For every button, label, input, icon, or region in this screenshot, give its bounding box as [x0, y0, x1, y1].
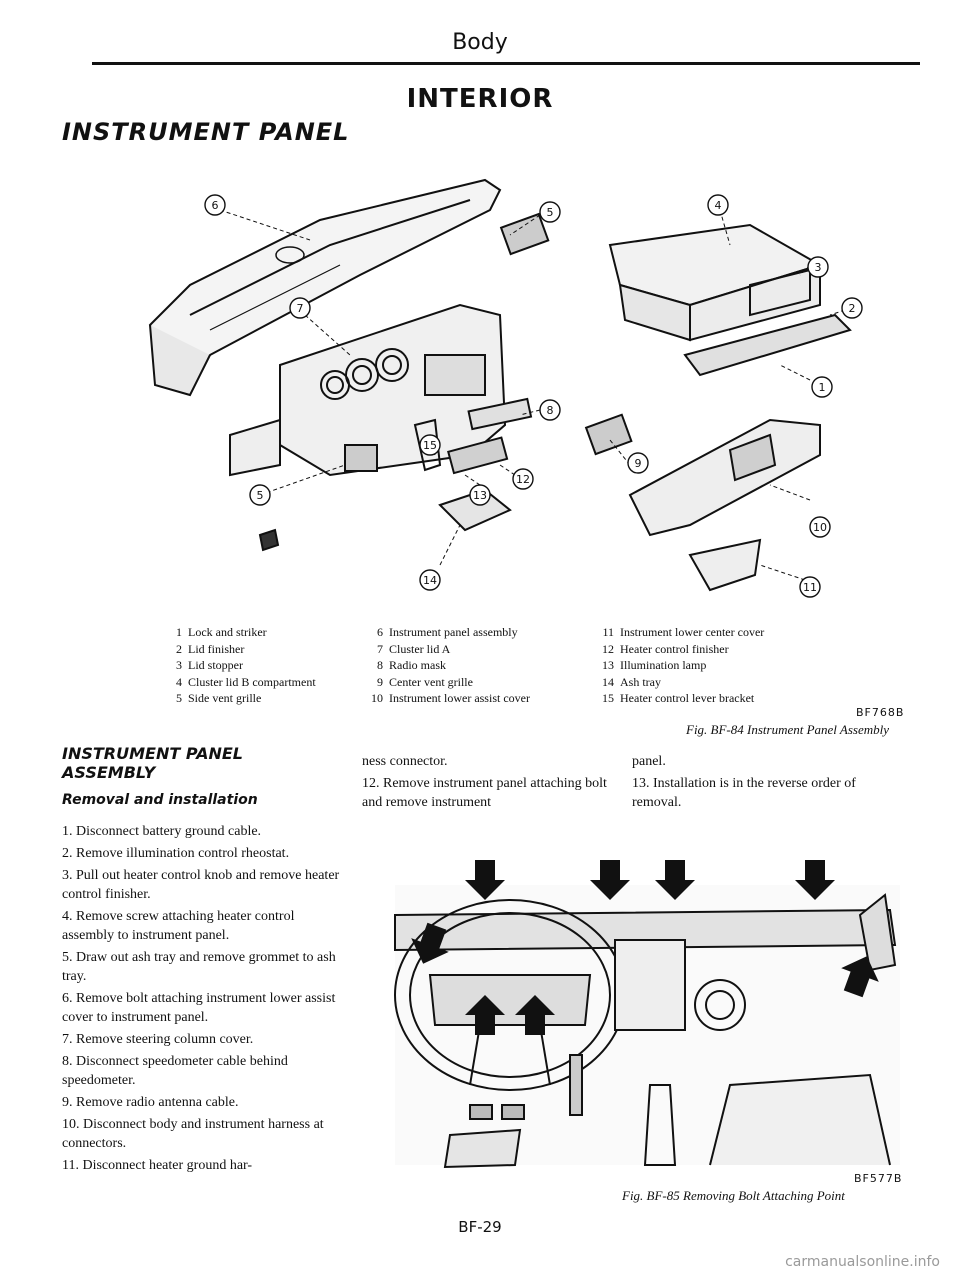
callout-15: 15 — [423, 439, 437, 452]
callout-6: 6 — [211, 199, 219, 212]
step-item: 10. Disconnect body and instrument harness at connectors. — [62, 1117, 324, 1151]
steps-middle-column — [362, 752, 624, 815]
legend-column-2 — [361, 624, 591, 707]
step-item: 13. Installation is in the reverse order of removal. — [632, 776, 856, 810]
legend-item: 5 Side vent grille — [176, 691, 262, 705]
step-item: 1. Disconnect battery ground cable. — [62, 824, 262, 839]
watermark: carmanualsonline.info — [785, 1254, 940, 1270]
callout-4: 4 — [714, 199, 722, 212]
legend-item: 9 Center vent grille — [377, 674, 473, 689]
steps-left-column — [62, 822, 344, 1178]
page-title: INTERIOR — [406, 84, 554, 114]
subsection-heading: Removal and installation — [62, 792, 258, 808]
callout-10: 10 — [813, 521, 827, 534]
step-item: 3. Pull out heater control knob and remove heater control finisher. — [62, 868, 340, 902]
figure-caption-1: Fig. BF-84 Instrument Panel Assembly — [686, 722, 890, 737]
callout-11: 11 — [803, 581, 817, 594]
callout-7: 7 — [296, 302, 304, 315]
legend-item: 12 Heater control finisher — [602, 641, 729, 656]
legend-item: 13 Illumination lamp — [602, 658, 707, 672]
step-item: 5. Draw out ash tray and remove grommet to ash tray. — [62, 950, 336, 984]
step-item: 11. Disconnect heater ground har- — [62, 1158, 253, 1173]
legend-item: 1 Lock and striker — [176, 625, 267, 639]
legend-item: 3 Lid stopper — [176, 658, 243, 672]
callout-14: 14 — [423, 574, 437, 587]
callout-13: 13 — [473, 489, 487, 502]
callout-5-top: 5 — [546, 206, 554, 219]
figure-code-1: BF768B — [856, 706, 905, 719]
figure-code-2: BF577B — [854, 1172, 903, 1185]
callout-1: 1 — [818, 381, 826, 394]
bolt-attaching-point-illustration — [390, 855, 910, 1175]
section-heading: INSTRUMENT PANEL ASSEMBLY — [62, 744, 243, 782]
legend-column-3 — [592, 624, 852, 707]
instrument-panel-exploded-diagram — [130, 165, 890, 620]
step-item: 8. Disconnect speedometer cable behind speedometer. — [62, 1054, 288, 1088]
callout-5-left: 5 — [256, 489, 264, 502]
step-item: ness connector. — [362, 754, 448, 769]
legend-item: 14 Ash tray — [602, 674, 661, 689]
step-item: 6. Remove bolt attaching instrument lower assist cover to instrument panel. — [62, 991, 336, 1025]
legend-item: 2 Lid finisher — [176, 641, 245, 656]
figure-caption-2: Fig. BF-85 Removing Bolt Attaching Point — [622, 1188, 845, 1203]
step-item: 9. Remove radio antenna cable. — [62, 1095, 239, 1110]
step-item: 2. Remove illumination control rheostat. — [62, 846, 290, 861]
legend-item: 6 Instrument panel assembly — [377, 625, 518, 639]
legend-item: 11 Instrument lower center cover — [602, 625, 765, 639]
steps-right-column — [632, 752, 882, 815]
step-item: 12. Remove instrument panel attaching bolt and remove instrument — [362, 776, 607, 810]
callout-9: 9 — [634, 457, 642, 470]
step-item: 4. Remove screw attaching heater control assembly to instrument panel. — [62, 909, 295, 943]
callout-2: 2 — [848, 302, 856, 315]
legend-item: 10 Instrument lower assist cover — [371, 691, 530, 705]
section-header: Body — [452, 30, 508, 55]
step-item: panel. — [632, 754, 666, 769]
page-number: BF-29 — [458, 1218, 502, 1236]
section-title: INSTRUMENT PANEL — [62, 118, 350, 146]
legend-item: 8 Radio mask — [377, 658, 446, 672]
legend-column-1 — [160, 624, 360, 707]
callout-12: 12 — [516, 473, 530, 486]
header-rule — [92, 62, 920, 65]
step-item: 7. Remove steering column cover. — [62, 1032, 254, 1047]
callout-8: 8 — [546, 404, 554, 417]
legend-item: 15 Heater control lever bracket — [602, 691, 755, 705]
legend-item: 4 Cluster lid B compartment — [176, 674, 316, 689]
legend-item: 7 Cluster lid A — [377, 641, 451, 656]
callout-3: 3 — [814, 261, 822, 274]
